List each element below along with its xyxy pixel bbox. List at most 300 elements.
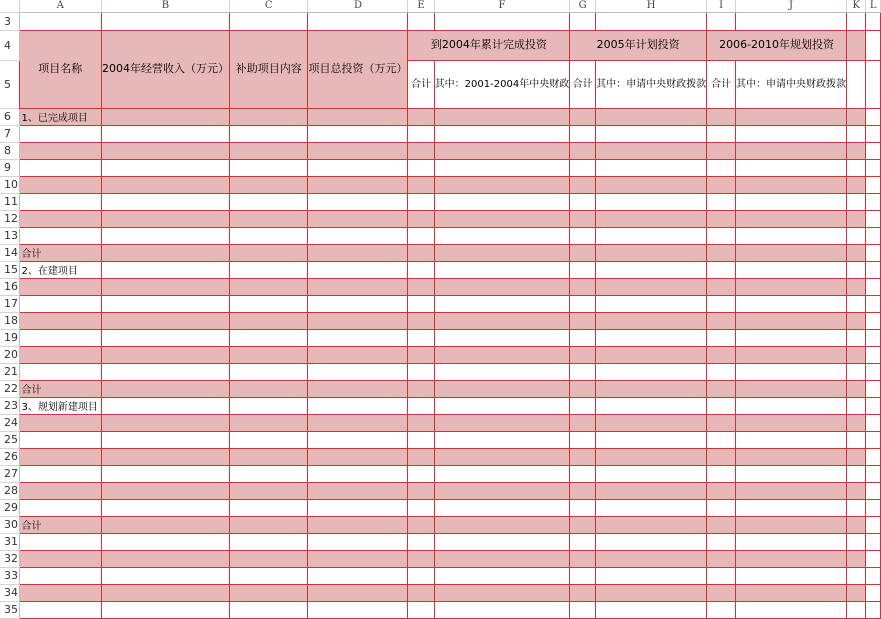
cell[interactable] (570, 533, 596, 550)
cell[interactable] (101, 584, 229, 601)
header-project-name[interactable]: 项目名称 (19, 30, 101, 108)
cell[interactable] (596, 363, 707, 380)
cell[interactable] (229, 601, 308, 618)
cell[interactable] (707, 261, 736, 278)
cell[interactable] (596, 193, 707, 210)
cell[interactable] (847, 12, 866, 30)
cell-a[interactable] (19, 193, 101, 210)
cell[interactable] (101, 346, 229, 363)
cell[interactable] (408, 295, 434, 312)
cell[interactable] (847, 295, 866, 312)
cell[interactable] (229, 380, 308, 397)
cell[interactable] (707, 159, 736, 176)
cell[interactable] (570, 227, 596, 244)
cell[interactable] (570, 159, 596, 176)
cell[interactable] (866, 448, 881, 465)
cell-a[interactable]: 合计 (19, 380, 101, 397)
cell[interactable] (736, 159, 847, 176)
cell[interactable] (707, 516, 736, 533)
cell[interactable] (707, 329, 736, 346)
cell[interactable] (596, 176, 707, 193)
cell-a[interactable]: 3、规划新建项目 (19, 397, 101, 414)
cell[interactable] (866, 550, 881, 567)
row-number[interactable]: 14 (0, 244, 19, 261)
cell[interactable] (229, 533, 308, 550)
cell[interactable] (229, 12, 308, 30)
cell[interactable] (229, 550, 308, 567)
cell-a[interactable] (19, 363, 101, 380)
cell[interactable] (308, 142, 408, 159)
cell[interactable] (707, 567, 736, 584)
cell[interactable] (847, 584, 866, 601)
cell[interactable] (408, 482, 434, 499)
cell[interactable] (434, 193, 570, 210)
cell[interactable] (434, 346, 570, 363)
row-number[interactable]: 31 (0, 533, 19, 550)
cell[interactable] (101, 312, 229, 329)
cell[interactable] (229, 414, 308, 431)
cell[interactable] (408, 312, 434, 329)
cell[interactable] (736, 448, 847, 465)
cell[interactable] (736, 295, 847, 312)
row-number[interactable]: 11 (0, 193, 19, 210)
cell-a[interactable] (19, 159, 101, 176)
cell[interactable] (866, 142, 881, 159)
cell[interactable] (101, 295, 229, 312)
cell[interactable] (434, 125, 570, 142)
cell[interactable] (101, 108, 229, 125)
cell[interactable] (101, 533, 229, 550)
cell-a[interactable] (19, 142, 101, 159)
row-number[interactable]: 10 (0, 176, 19, 193)
cell[interactable] (308, 601, 408, 618)
cell[interactable] (707, 414, 736, 431)
cell-a[interactable] (19, 533, 101, 550)
cell-a[interactable] (19, 584, 101, 601)
cell[interactable] (847, 465, 866, 482)
cell[interactable] (308, 329, 408, 346)
cell[interactable] (570, 465, 596, 482)
cell[interactable] (308, 363, 408, 380)
cell[interactable] (596, 108, 707, 125)
header-f5-central-fiscal[interactable]: 其中：2001-2004年中央财政 (434, 60, 570, 108)
cell[interactable] (308, 482, 408, 499)
row-number[interactable]: 28 (0, 482, 19, 499)
column-header-j[interactable]: J (736, 0, 847, 12)
row-number[interactable]: 34 (0, 584, 19, 601)
cell[interactable] (434, 176, 570, 193)
row-number[interactable]: 3 (0, 12, 19, 30)
header-j5-central-appropriation[interactable]: 其中：申请中央财政拨款 (736, 60, 847, 108)
cell[interactable] (101, 482, 229, 499)
cell[interactable] (707, 244, 736, 261)
header-g5-total[interactable]: 合计 (570, 60, 596, 108)
cell-a[interactable] (19, 414, 101, 431)
cell[interactable] (847, 499, 866, 516)
cell[interactable] (570, 125, 596, 142)
cell[interactable] (570, 108, 596, 125)
cell[interactable] (707, 397, 736, 414)
cell[interactable] (408, 380, 434, 397)
cell[interactable] (308, 278, 408, 295)
cell[interactable] (596, 159, 707, 176)
cell[interactable] (308, 312, 408, 329)
cell[interactable] (736, 261, 847, 278)
row-number[interactable]: 35 (0, 601, 19, 618)
cell[interactable] (434, 516, 570, 533)
cell[interactable] (736, 380, 847, 397)
cell[interactable] (101, 176, 229, 193)
row-number[interactable]: 25 (0, 431, 19, 448)
cell[interactable] (101, 380, 229, 397)
cell[interactable] (847, 108, 866, 125)
cell[interactable] (434, 261, 570, 278)
cell[interactable] (847, 516, 866, 533)
cell[interactable] (866, 482, 881, 499)
cell[interactable] (101, 142, 229, 159)
cell[interactable] (229, 210, 308, 227)
cell[interactable] (570, 312, 596, 329)
row-number[interactable]: 17 (0, 295, 19, 312)
cell[interactable] (596, 12, 707, 30)
cell[interactable] (434, 584, 570, 601)
cell[interactable] (229, 329, 308, 346)
cell[interactable] (408, 414, 434, 431)
cell[interactable] (736, 227, 847, 244)
cell[interactable] (434, 499, 570, 516)
cell[interactable] (570, 482, 596, 499)
row-number[interactable]: 6 (0, 108, 19, 125)
cell[interactable] (866, 227, 881, 244)
cell[interactable] (596, 227, 707, 244)
cell[interactable] (596, 346, 707, 363)
cell[interactable] (707, 482, 736, 499)
cell[interactable] (408, 567, 434, 584)
cell-a[interactable]: 2、在建项目 (19, 261, 101, 278)
row-number[interactable]: 29 (0, 499, 19, 516)
cell[interactable] (308, 346, 408, 363)
cell[interactable] (101, 499, 229, 516)
cell-a[interactable] (19, 431, 101, 448)
cell[interactable] (408, 244, 434, 261)
cell[interactable] (308, 414, 408, 431)
cell[interactable] (570, 601, 596, 618)
cell[interactable] (736, 278, 847, 295)
cell[interactable] (434, 108, 570, 125)
cell[interactable] (308, 380, 408, 397)
cell[interactable] (736, 125, 847, 142)
cell[interactable] (570, 295, 596, 312)
row-number[interactable]: 22 (0, 380, 19, 397)
cell[interactable] (308, 295, 408, 312)
cell[interactable] (229, 142, 308, 159)
cell[interactable] (308, 431, 408, 448)
row-number[interactable]: 9 (0, 159, 19, 176)
cell[interactable] (707, 431, 736, 448)
cell[interactable] (847, 601, 866, 618)
cell[interactable] (434, 550, 570, 567)
row-number[interactable]: 21 (0, 363, 19, 380)
cell[interactable] (570, 346, 596, 363)
cell[interactable] (308, 227, 408, 244)
cell[interactable] (847, 227, 866, 244)
cell[interactable] (434, 363, 570, 380)
cell[interactable] (408, 397, 434, 414)
cell[interactable] (434, 244, 570, 261)
cell[interactable] (707, 380, 736, 397)
cell[interactable] (408, 431, 434, 448)
cell[interactable] (847, 176, 866, 193)
cell[interactable] (596, 584, 707, 601)
cell[interactable] (101, 431, 229, 448)
cell-a[interactable] (19, 278, 101, 295)
column-header-b[interactable]: B (101, 0, 229, 12)
cell[interactable] (408, 108, 434, 125)
header-cumulative-2004[interactable]: 到2004年累计完成投资 (408, 30, 570, 60)
column-header-d[interactable]: D (308, 0, 408, 12)
cell[interactable] (707, 227, 736, 244)
cell[interactable] (434, 533, 570, 550)
cell[interactable] (308, 499, 408, 516)
cell-a[interactable] (19, 465, 101, 482)
cell[interactable] (570, 210, 596, 227)
cell[interactable] (707, 312, 736, 329)
column-header-i[interactable]: I (707, 0, 736, 12)
cell[interactable] (866, 295, 881, 312)
column-header-a[interactable]: A (19, 0, 101, 12)
cell-a[interactable] (19, 210, 101, 227)
cell[interactable] (736, 312, 847, 329)
column-header-h[interactable]: H (596, 0, 707, 12)
column-header-g[interactable]: G (570, 0, 596, 12)
cell[interactable] (866, 533, 881, 550)
cell[interactable] (596, 244, 707, 261)
cell[interactable] (229, 448, 308, 465)
cell[interactable] (434, 278, 570, 295)
cell[interactable] (866, 210, 881, 227)
cell[interactable] (847, 159, 866, 176)
row-number[interactable]: 7 (0, 125, 19, 142)
cell[interactable] (847, 244, 866, 261)
cell[interactable] (101, 329, 229, 346)
cell[interactable] (570, 397, 596, 414)
cell[interactable] (570, 261, 596, 278)
cell[interactable] (408, 261, 434, 278)
cell[interactable] (847, 278, 866, 295)
cell[interactable] (736, 244, 847, 261)
cell[interactable] (866, 397, 881, 414)
cell[interactable] (570, 12, 596, 30)
cell[interactable] (101, 227, 229, 244)
cell[interactable] (736, 550, 847, 567)
cell[interactable] (736, 329, 847, 346)
cell[interactable] (434, 12, 570, 30)
cell[interactable] (308, 12, 408, 30)
column-header-l[interactable]: L (866, 0, 881, 12)
cell[interactable] (570, 516, 596, 533)
cell-a[interactable] (19, 295, 101, 312)
cell[interactable] (866, 465, 881, 482)
cell[interactable] (847, 533, 866, 550)
cell-a[interactable] (19, 448, 101, 465)
cell[interactable] (229, 312, 308, 329)
cell-a[interactable] (19, 567, 101, 584)
cell[interactable] (866, 567, 881, 584)
row-number[interactable]: 12 (0, 210, 19, 227)
cell[interactable] (847, 380, 866, 397)
cell[interactable] (570, 244, 596, 261)
cell[interactable] (847, 210, 866, 227)
cell-a[interactable] (19, 550, 101, 567)
cell[interactable] (101, 210, 229, 227)
cell[interactable] (101, 516, 229, 533)
cell[interactable] (229, 176, 308, 193)
cell[interactable] (229, 363, 308, 380)
cell[interactable] (847, 60, 866, 108)
cell[interactable] (570, 329, 596, 346)
cell-a[interactable] (19, 227, 101, 244)
cell[interactable] (707, 278, 736, 295)
cell[interactable] (736, 210, 847, 227)
cell[interactable] (101, 397, 229, 414)
cell[interactable] (229, 346, 308, 363)
cell[interactable] (596, 499, 707, 516)
cell[interactable] (570, 380, 596, 397)
cell[interactable] (101, 193, 229, 210)
cell[interactable] (707, 108, 736, 125)
column-header-f[interactable]: F (434, 0, 570, 12)
row-number[interactable]: 8 (0, 142, 19, 159)
cell[interactable] (736, 142, 847, 159)
cell[interactable] (229, 108, 308, 125)
cell[interactable] (229, 465, 308, 482)
cell[interactable] (866, 261, 881, 278)
header-e5-total[interactable]: 合计 (408, 60, 434, 108)
cell[interactable] (736, 397, 847, 414)
cell[interactable] (866, 278, 881, 295)
cell[interactable] (434, 210, 570, 227)
cell[interactable] (308, 159, 408, 176)
cell[interactable] (408, 584, 434, 601)
cell[interactable] (707, 193, 736, 210)
row-number[interactable]: 23 (0, 397, 19, 414)
cell[interactable] (596, 142, 707, 159)
cell[interactable] (101, 363, 229, 380)
cell[interactable] (596, 465, 707, 482)
cell[interactable] (866, 193, 881, 210)
cell[interactable] (408, 176, 434, 193)
cell[interactable] (707, 295, 736, 312)
cell[interactable] (736, 108, 847, 125)
cell[interactable] (866, 363, 881, 380)
row-number[interactable]: 27 (0, 465, 19, 482)
cell[interactable] (408, 125, 434, 142)
cell[interactable] (229, 261, 308, 278)
cell[interactable] (596, 567, 707, 584)
cell[interactable] (229, 193, 308, 210)
cell[interactable] (434, 601, 570, 618)
cell[interactable] (570, 176, 596, 193)
row-number[interactable]: 15 (0, 261, 19, 278)
cell[interactable] (596, 397, 707, 414)
cell[interactable] (707, 363, 736, 380)
cell[interactable] (101, 465, 229, 482)
cell[interactable] (736, 516, 847, 533)
cell[interactable] (736, 363, 847, 380)
cell[interactable] (434, 414, 570, 431)
cell-a[interactable] (19, 125, 101, 142)
cell[interactable] (596, 329, 707, 346)
cell[interactable] (408, 601, 434, 618)
cell[interactable] (570, 363, 596, 380)
cell[interactable] (408, 533, 434, 550)
cell-a[interactable] (19, 346, 101, 363)
cell[interactable] (847, 363, 866, 380)
cell[interactable] (847, 550, 866, 567)
cell[interactable] (866, 414, 881, 431)
cell[interactable] (434, 329, 570, 346)
cell[interactable] (707, 550, 736, 567)
select-all-corner[interactable] (0, 0, 19, 12)
cell[interactable] (229, 278, 308, 295)
cell[interactable] (308, 448, 408, 465)
cell[interactable] (596, 601, 707, 618)
cell[interactable] (570, 567, 596, 584)
cell[interactable] (707, 142, 736, 159)
cell[interactable] (408, 193, 434, 210)
cell[interactable] (736, 414, 847, 431)
cell[interactable] (707, 448, 736, 465)
cell[interactable] (308, 244, 408, 261)
cell-a[interactable]: 合计 (19, 516, 101, 533)
cell[interactable] (736, 346, 847, 363)
cell[interactable] (596, 431, 707, 448)
cell[interactable] (434, 142, 570, 159)
cell-a[interactable]: 合计 (19, 244, 101, 261)
cell[interactable] (229, 295, 308, 312)
cell[interactable] (596, 448, 707, 465)
cell[interactable] (229, 584, 308, 601)
cell[interactable] (408, 346, 434, 363)
cell[interactable] (866, 108, 881, 125)
cell[interactable] (596, 125, 707, 142)
cell[interactable] (229, 431, 308, 448)
cell[interactable] (434, 448, 570, 465)
cell[interactable] (596, 533, 707, 550)
cell[interactable] (408, 142, 434, 159)
cell[interactable] (866, 516, 881, 533)
cell[interactable] (736, 584, 847, 601)
header-plan-2005[interactable]: 2005年计划投资 (570, 30, 707, 60)
cell[interactable] (596, 295, 707, 312)
cell[interactable] (408, 12, 434, 30)
cell[interactable] (101, 261, 229, 278)
header-revenue-2004[interactable]: 2004年经营收入（万元） (101, 30, 229, 108)
cell[interactable] (229, 567, 308, 584)
cell[interactable] (570, 193, 596, 210)
cell-a[interactable] (19, 499, 101, 516)
cell[interactable] (707, 584, 736, 601)
column-header-e[interactable]: E (408, 0, 434, 12)
cell-a[interactable] (19, 12, 101, 30)
cell[interactable] (736, 12, 847, 30)
cell[interactable] (101, 448, 229, 465)
cell[interactable] (736, 193, 847, 210)
row-number[interactable]: 19 (0, 329, 19, 346)
row-number[interactable]: 32 (0, 550, 19, 567)
cell[interactable] (308, 567, 408, 584)
cell[interactable] (308, 176, 408, 193)
